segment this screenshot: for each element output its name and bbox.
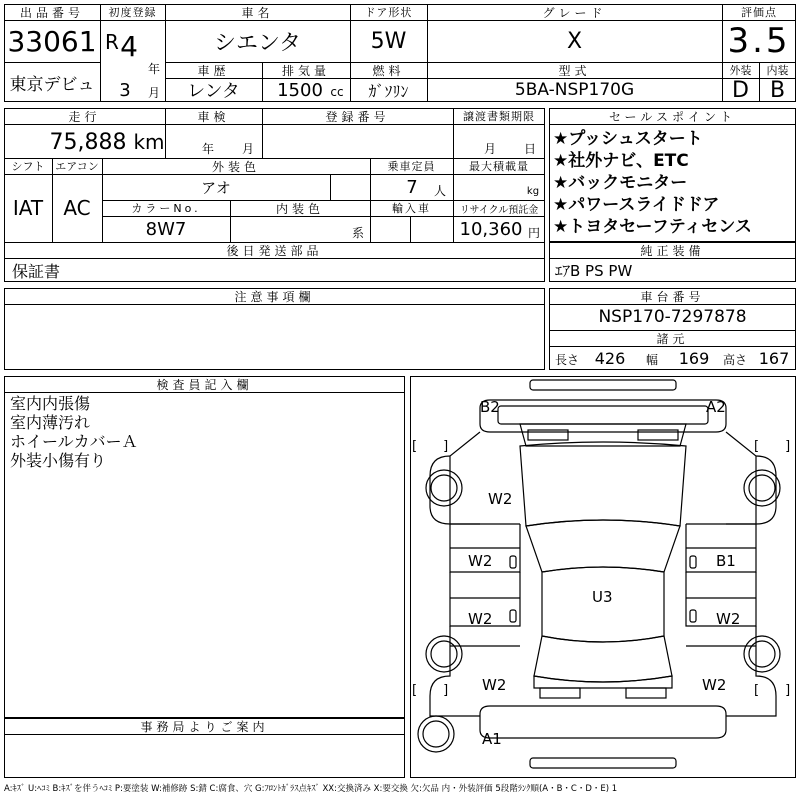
inspector-note: 室内薄汚れ — [10, 413, 91, 432]
transfer-month-unit: 月 — [483, 141, 496, 156]
reg-month: 3 — [119, 79, 131, 101]
color-no: 8W7 — [145, 218, 187, 240]
office-label: 事務局よりご案内 — [140, 719, 269, 734]
bracket-left-rear: [ ] — [412, 683, 449, 698]
fuel-label: 燃料 — [372, 63, 405, 78]
year-unit: 年 — [147, 61, 160, 76]
int-color-unit: 系 — [351, 225, 364, 240]
inspection-month-unit: 月 — [241, 141, 254, 156]
recycle-label: リサイクル預託金 — [459, 204, 539, 216]
interior-grade: B — [769, 77, 786, 103]
mark-w2-rl-tire: W2 — [482, 676, 507, 694]
rating-label: 評価点 — [741, 6, 777, 19]
chassis-number: NSP170-7297878 — [598, 307, 747, 327]
mark-u3-roof: U3 — [592, 588, 613, 606]
mark-w2-rear-left: W2 — [468, 610, 493, 628]
transfer-day-unit: 日 — [523, 141, 536, 156]
ext-color-label: 外装色 — [211, 159, 260, 174]
shift-label: シフト — [11, 160, 45, 173]
car-diagram — [410, 376, 796, 778]
inspector-note: ホイールカバーＡ — [10, 432, 138, 451]
month-unit: 月 — [147, 85, 160, 100]
rear-bumper — [480, 706, 726, 738]
mark-b1-front-right: B1 — [716, 552, 736, 570]
model-label: 型式 — [558, 63, 591, 78]
dims-label: 諸元 — [656, 331, 689, 346]
right-fender — [726, 432, 756, 524]
bracket-right-rear: [ ] — [754, 683, 791, 698]
lot-no: 33061 — [7, 24, 97, 58]
width-label: 幅 — [645, 352, 658, 367]
height-label: 高さ — [722, 352, 747, 367]
color-no-label: カラーNo. — [131, 202, 201, 215]
mileage-label: 走行 — [68, 109, 101, 124]
rear-bumper-bottom — [530, 758, 676, 768]
bracket-right-front: [ ] — [754, 439, 791, 454]
aircon: AC — [63, 196, 91, 220]
front-bumper — [480, 400, 726, 432]
car-name: シエンタ — [213, 30, 302, 56]
lot-no-label: 出品番号 — [19, 5, 84, 20]
mark-w2-lf-tire: W2 — [488, 490, 513, 508]
car-name-label: 車名 — [241, 5, 274, 20]
grille — [520, 424, 686, 446]
reg-no-label: 登録番号 — [325, 109, 390, 124]
capacity-label: 乗車定員 — [387, 160, 436, 173]
rear-glass — [534, 636, 672, 682]
sales-point: ★パワースライドドア — [553, 195, 720, 215]
inspector-notes — [10, 394, 390, 470]
length: 426 — [594, 348, 626, 368]
capacity: 7 — [406, 176, 418, 198]
recycle-amount: 10,360 — [459, 218, 523, 240]
mark-a2: A2 — [706, 398, 726, 416]
bracket-left-front: [ ] — [412, 439, 449, 454]
inspector-note: 外装小傷有り — [10, 451, 107, 470]
height: 167 — [758, 348, 790, 368]
max-load-label: 最大積載量 — [469, 160, 529, 173]
chassis-label: 車台番号 — [640, 289, 705, 304]
sales-points-label: セールスポイント — [609, 109, 736, 124]
mark-b2: B2 — [480, 398, 500, 416]
sales-point: ★社外ナビ、ETC — [553, 151, 689, 171]
fuel: ｶﾞｿﾘﾝ — [368, 81, 409, 101]
mark-w2-rear-right: W2 — [716, 610, 741, 628]
mileage-unit: km — [133, 130, 165, 154]
legend: A:ｷｽﾞ U:ﾍｺﾐ B:ｷｽﾞを伴うﾍｺﾐ P:要塗装 W:補修跡 S:錆 C:腐食、穴 G:ﾌﾛﾝﾄｶﾞﾗｽ点ｷｽﾞ XX:交換済み X:要交換 欠:欠品 内・外装評価 5段階ﾗﾝｸ順(A・B・C・D・E) 1 — [4, 784, 618, 794]
front-bumper-top — [530, 380, 676, 390]
accessories: 保証書 — [12, 261, 61, 281]
hood — [520, 442, 686, 526]
int-color-label: 内装色 — [275, 201, 324, 216]
sales-points-list — [553, 128, 793, 238]
displacement-label: 排気量 — [281, 63, 330, 78]
sales-point: ★バックモニター — [553, 173, 688, 193]
interior-label: 内装 — [766, 64, 789, 77]
sales-point: ★トヨタセーフティセンス — [553, 217, 752, 237]
recycle-unit: 円 — [527, 225, 540, 240]
length-label: 長さ — [554, 352, 579, 367]
grade: X — [566, 28, 583, 54]
back-door — [534, 676, 672, 688]
era: R — [105, 30, 119, 54]
width: 169 — [678, 348, 710, 368]
rating: 3.5 — [727, 21, 791, 61]
inspection-label: 車検 — [197, 109, 230, 124]
doors-label: ドア形状 — [364, 6, 413, 19]
exterior-label: 外装 — [729, 64, 752, 77]
history: レンタ — [187, 81, 240, 102]
import-label: 輸入車 — [392, 202, 431, 215]
mark-a1: A1 — [482, 730, 502, 748]
left-fender — [450, 432, 480, 524]
displacement-unit: cc — [330, 85, 344, 99]
windshield — [526, 520, 680, 572]
shift: IAT — [12, 196, 44, 220]
history-label: 車歴 — [197, 63, 230, 78]
inspector-label: 検査員記入欄 — [156, 377, 253, 392]
inspector-note: 室内内張傷 — [10, 394, 91, 413]
mileage: 75,888 — [49, 129, 127, 155]
mark-w2-front-left: W2 — [468, 552, 493, 570]
transfer-label: 譲渡書類期限 — [463, 110, 535, 123]
aircon-label: エアコン — [55, 160, 99, 173]
equipment-value: ｴｱB PS PW — [555, 261, 633, 280]
doors: 5W — [370, 28, 407, 54]
mark-w2-rr-tire: W2 — [702, 676, 727, 694]
capacity-unit: 人 — [433, 183, 446, 198]
max-load-unit: kg — [526, 185, 540, 197]
reg-year: 4 — [120, 29, 138, 63]
accessories-label: 後日発送部品 — [226, 243, 323, 258]
debut-label: 東京デビュ — [9, 74, 95, 95]
grade-label: グレード — [542, 5, 607, 20]
ext-color: アオ — [201, 178, 231, 197]
exterior-grade: D — [732, 77, 749, 103]
inspection-year-unit: 年 — [201, 141, 214, 156]
sales-point: ★プッシュスタート — [553, 129, 703, 149]
equipment-label: 純正装備 — [640, 243, 705, 258]
caution-label: 注意事項欄 — [234, 289, 315, 304]
first-reg-label: 初度登録 — [108, 6, 157, 19]
displacement: 1500 — [277, 79, 323, 101]
model: 5BA-NSP170G — [514, 80, 635, 100]
